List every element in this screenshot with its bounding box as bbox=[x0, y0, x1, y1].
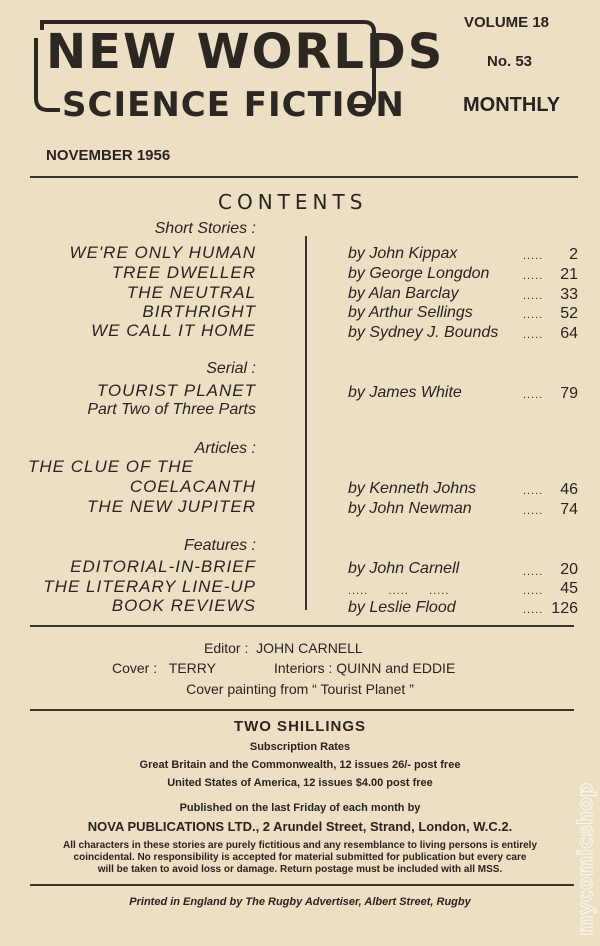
page-number: 74 bbox=[560, 501, 578, 518]
feature-title: EDITORIAL-IN-BRIEF bbox=[70, 557, 256, 576]
leader-dots: ..... ..... ..... bbox=[348, 585, 450, 597]
cover-artist: TERRY bbox=[168, 660, 216, 676]
leader-dots: ..... bbox=[523, 309, 544, 321]
page-number: 52 bbox=[560, 305, 578, 322]
editor-name: JOHN CARNELL bbox=[256, 640, 363, 656]
leader-dots: ..... bbox=[523, 250, 544, 262]
cover-credit bbox=[112, 660, 216, 676]
page-number: 21 bbox=[560, 266, 578, 283]
editor-credit bbox=[204, 640, 363, 656]
story-author: by Alan Barclay bbox=[348, 285, 459, 302]
story-title: THE NEUTRAL bbox=[126, 283, 256, 302]
contents-heading: CONTENTS bbox=[218, 190, 368, 214]
subscription-heading: Subscription Rates bbox=[249, 741, 351, 753]
article-title: THE NEW JUPITER bbox=[87, 497, 256, 516]
column-divider bbox=[305, 236, 307, 610]
serial-subtitle: Part Two of Three Parts bbox=[87, 401, 256, 418]
article-title-continued: COELACANTH bbox=[129, 477, 256, 496]
publication-schedule: Published on the last Friday of each month by bbox=[179, 802, 421, 814]
disclaimer-line: All characters in these stories are purely fictitious and any resemblance to living persons is entirely bbox=[62, 840, 538, 851]
leader-dots: ..... bbox=[523, 485, 544, 497]
divider bbox=[30, 709, 574, 711]
leader-dots: ..... bbox=[523, 566, 544, 578]
page-number: 126 bbox=[551, 600, 578, 617]
section-articles: Articles : bbox=[194, 440, 256, 457]
article-title: THE CLUE OF THE bbox=[28, 457, 194, 476]
cover-painting-credit: Cover painting from “ Tourist Planet ” bbox=[186, 681, 414, 697]
interiors-label: Interiors : bbox=[274, 660, 333, 676]
feature-author: by Leslie Flood bbox=[348, 599, 456, 616]
us-rate: United States of America, 12 issues $4.00 post free bbox=[167, 777, 433, 789]
interiors-credit bbox=[274, 660, 455, 676]
page-number: 20 bbox=[560, 561, 578, 578]
disclaimer-line: will be taken to avoid loss or damage. Return postage must be included with all MSS. bbox=[97, 864, 503, 875]
leader-dots: ..... bbox=[523, 604, 544, 616]
article-author: by Kenneth Johns bbox=[348, 480, 477, 497]
leader-dots: ..... bbox=[523, 389, 544, 401]
story-title: BIRTHRIGHT bbox=[142, 302, 256, 321]
page-number: 46 bbox=[560, 481, 578, 498]
page-number: 64 bbox=[560, 325, 578, 342]
story-title: WE CALL IT HOME bbox=[91, 321, 256, 340]
masthead-title: NEW WORLDS bbox=[46, 24, 445, 80]
story-author: by Arthur Sellings bbox=[348, 304, 473, 321]
disclaimer-line: coincidental. No responsibility is accepted for material submitted for publication but every care bbox=[73, 852, 527, 863]
story-author: by George Longdon bbox=[348, 265, 490, 282]
leader-dots: ..... bbox=[523, 290, 544, 302]
section-features: Features : bbox=[183, 537, 256, 554]
leader-dots: ..... bbox=[523, 585, 544, 597]
serial-title: TOURIST PLANET bbox=[96, 381, 256, 400]
watermark bbox=[572, 700, 598, 940]
page-number: 33 bbox=[560, 286, 578, 303]
article-author: by John Newman bbox=[348, 500, 472, 517]
story-author: by Sydney J. Bounds bbox=[348, 324, 499, 341]
page-number: 2 bbox=[569, 246, 578, 263]
frequency-label: MONTHLY bbox=[463, 94, 561, 116]
masthead-subtitle: SCIENCE FICTION bbox=[62, 85, 405, 125]
story-title: WE'RE ONLY HUMAN bbox=[69, 243, 256, 262]
divider bbox=[30, 625, 574, 627]
volume-label: VOLUME 18 bbox=[464, 14, 550, 31]
leader-dots: ..... bbox=[523, 270, 544, 282]
leader-dots: ..... bbox=[523, 329, 544, 341]
divider bbox=[30, 884, 574, 886]
page-number: 45 bbox=[560, 580, 578, 597]
divider bbox=[30, 176, 578, 178]
feature-title: BOOK REVIEWS bbox=[111, 596, 256, 615]
section-serial: Serial : bbox=[206, 360, 256, 377]
story-author: by John Kippax bbox=[348, 245, 458, 262]
feature-title: THE LITERARY LINE-UP bbox=[43, 577, 256, 596]
interiors-artists: QUINN and EDDIE bbox=[336, 660, 456, 676]
editor-label: Editor : bbox=[204, 640, 249, 656]
printer-credit: Printed in England by The Rugby Advertiser, Albert Street, Rugby bbox=[129, 896, 471, 908]
watermark-text: mycomicshop bbox=[573, 782, 597, 936]
section-short-stories: Short Stories : bbox=[154, 220, 256, 237]
issue-date: NOVEMBER 1956 bbox=[46, 147, 171, 164]
issue-number: No. 53 bbox=[487, 53, 533, 70]
price: TWO SHILLINGS bbox=[233, 718, 367, 735]
leader-dots: ..... bbox=[523, 505, 544, 517]
page-number: 79 bbox=[560, 385, 578, 402]
cover-label: Cover : bbox=[112, 660, 158, 676]
uk-rate: Great Britain and the Commonwealth, 12 issues 26/- post free bbox=[139, 759, 461, 771]
feature-author: by John Carnell bbox=[348, 560, 460, 577]
story-title: TREE DWELLER bbox=[111, 263, 256, 282]
publisher-address: NOVA PUBLICATIONS LTD., 2 Arundel Street, Strand, London, W.C.2. bbox=[87, 819, 513, 834]
serial-author: by James White bbox=[348, 384, 462, 401]
